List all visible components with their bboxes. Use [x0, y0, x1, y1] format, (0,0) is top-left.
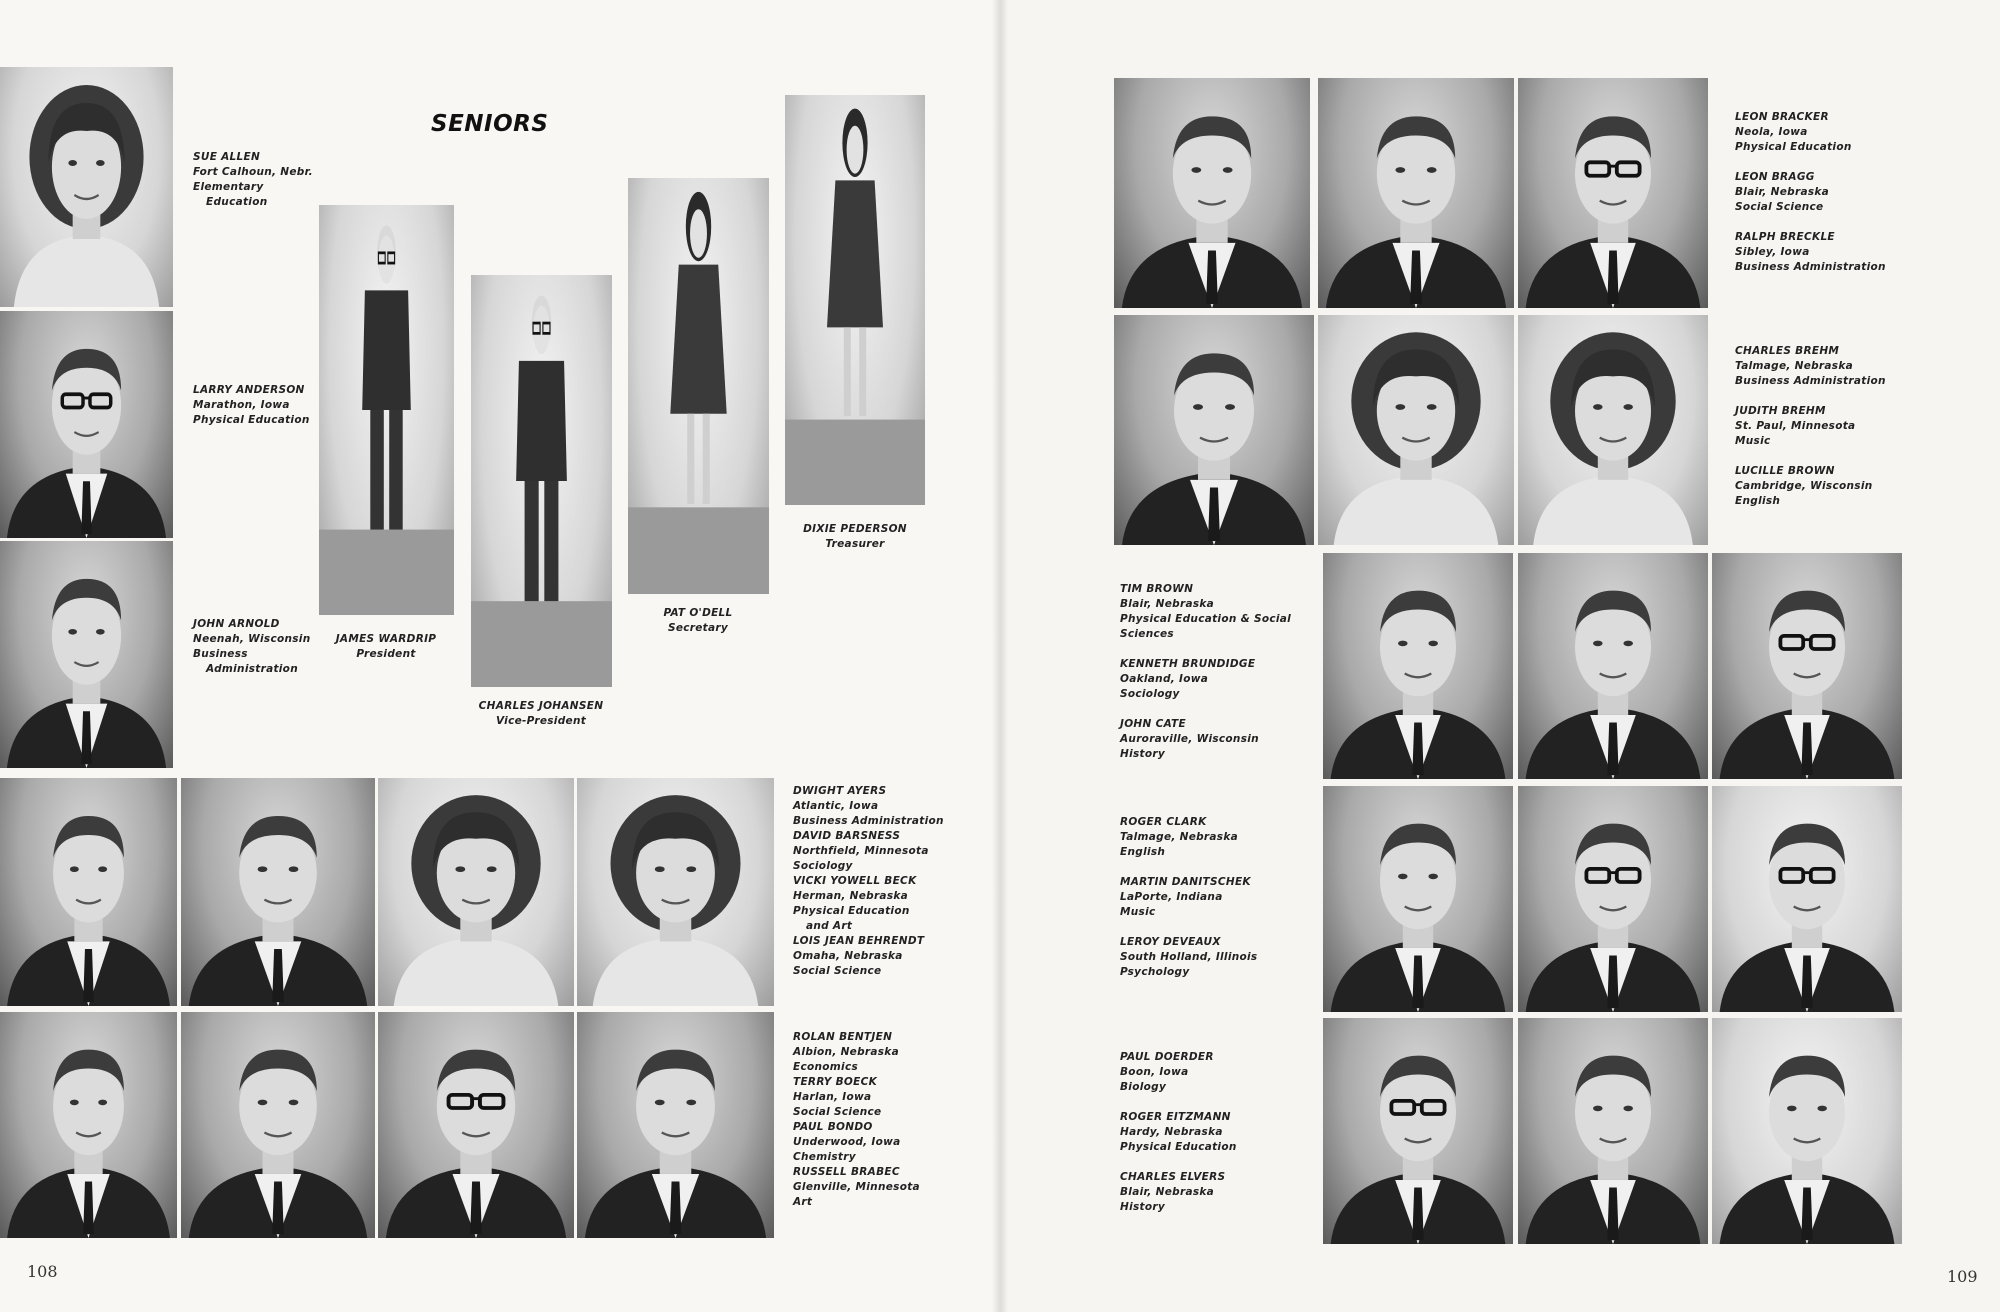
- hometown: Fort Calhoun, Nebr.: [193, 166, 313, 178]
- caption-block: [793, 1030, 920, 1210]
- hometown: Underwood, Iowa: [793, 1136, 901, 1148]
- name: JAMES WARDRIP: [335, 633, 437, 645]
- portrait-photo: [0, 67, 173, 307]
- name: LEON BRAGG: [1735, 171, 1815, 183]
- name: DIXIE PEDERSON: [803, 523, 907, 535]
- portrait-silhouette: [0, 541, 173, 768]
- major: History: [1120, 748, 1165, 760]
- portrait-silhouette: [1518, 78, 1708, 308]
- major: Administration: [206, 663, 298, 675]
- hometown: Glenville, Minnesota: [793, 1181, 920, 1193]
- major: English: [1735, 495, 1781, 507]
- portrait-photo: [0, 1012, 177, 1238]
- portrait-silhouette: [1323, 553, 1513, 779]
- office: Secretary: [667, 622, 729, 634]
- caption-larry-anderson: [193, 383, 310, 428]
- portrait-silhouette: [577, 1012, 774, 1238]
- name: DAVID BARSNESS: [793, 830, 901, 842]
- office: Vice-President: [495, 715, 587, 727]
- page-number: 109: [1947, 1267, 1978, 1286]
- major: Social Science: [793, 965, 882, 977]
- major: Biology: [1120, 1081, 1167, 1093]
- officer-photo: [471, 275, 612, 687]
- major: Physical Education: [793, 905, 910, 917]
- hometown: Cambridge, Wisconsin: [1735, 480, 1873, 492]
- major: Music: [1120, 906, 1156, 918]
- portrait-silhouette: [1323, 1018, 1513, 1244]
- name: LOIS JEAN BEHRENDT: [793, 935, 925, 947]
- major: Social Science: [793, 1106, 882, 1118]
- portrait-silhouette: [319, 205, 454, 615]
- portrait-photo: [1518, 1018, 1708, 1244]
- portrait-photo: [0, 778, 177, 1006]
- portrait-silhouette: [1712, 1018, 1902, 1244]
- name: RUSSELL BRABEC: [793, 1166, 900, 1178]
- name: JOHN CATE: [1120, 718, 1186, 730]
- portrait-silhouette: [1318, 78, 1514, 308]
- hometown: Albion, Nebraska: [793, 1046, 899, 1058]
- major: Social Science: [1735, 201, 1824, 213]
- hometown: South Holland, Illinois: [1120, 951, 1258, 963]
- portrait-photo: [0, 541, 173, 768]
- name: PAUL BONDO: [793, 1121, 873, 1133]
- portrait-photo: [1318, 78, 1514, 308]
- name: LEON BRACKER: [1735, 111, 1829, 123]
- portrait-silhouette: [181, 1012, 375, 1238]
- officer-photo: [785, 95, 925, 505]
- hometown: Neenah, Wisconsin: [193, 633, 311, 645]
- page-number: 108: [27, 1262, 58, 1281]
- hometown: LaPorte, Indiana: [1120, 891, 1223, 903]
- portrait-photo: [1712, 553, 1902, 779]
- name: ROGER EITZMANN: [1120, 1111, 1231, 1123]
- portrait-photo: [1518, 786, 1708, 1012]
- hometown: Omaha, Nebraska: [793, 950, 903, 962]
- caption-block: [1120, 582, 1291, 762]
- name: LUCILLE BROWN: [1735, 465, 1835, 477]
- portrait-silhouette: [1114, 78, 1310, 308]
- hometown: Marathon, Iowa: [193, 399, 290, 411]
- portrait-photo: [378, 1012, 574, 1238]
- major: Physical Education: [1735, 141, 1852, 153]
- name: CHARLES JOHANSEN: [478, 700, 604, 712]
- name: TERRY BOECK: [793, 1076, 878, 1088]
- portrait-silhouette: [1318, 315, 1514, 545]
- portrait-photo: [1114, 78, 1310, 308]
- portrait-photo: [577, 1012, 774, 1238]
- major: Business Administration: [1735, 261, 1886, 273]
- officer-photo: [628, 178, 769, 594]
- name: PAT O'DELL: [663, 607, 733, 619]
- hometown: Herman, Nebraska: [793, 890, 909, 902]
- portrait-photo: [1323, 786, 1513, 1012]
- major: Sciences: [1120, 628, 1174, 640]
- name: RALPH BRECKLE: [1735, 231, 1835, 243]
- hometown: Auroraville, Wisconsin: [1120, 733, 1259, 745]
- portrait-photo: [1323, 553, 1513, 779]
- portrait-silhouette: [1518, 553, 1708, 779]
- name: LARRY ANDERSON: [193, 384, 305, 396]
- portrait-silhouette: [0, 1012, 177, 1238]
- caption-block: [793, 784, 944, 979]
- caption-john-arnold: [193, 617, 310, 677]
- caption-officer: [780, 522, 930, 552]
- portrait-silhouette: [0, 67, 173, 307]
- major: Sociology: [1120, 688, 1180, 700]
- portrait-silhouette: [628, 178, 769, 594]
- name: LEROY DEVEAUX: [1120, 936, 1221, 948]
- major: and Art: [806, 920, 853, 932]
- major: Art: [793, 1196, 813, 1208]
- major: Education: [206, 196, 268, 208]
- portrait-photo: [378, 778, 574, 1006]
- major: Economics: [793, 1061, 859, 1073]
- name: JOHN ARNOLD: [193, 618, 280, 630]
- caption-officer: [623, 606, 773, 636]
- hometown: St. Paul, Minnesota: [1735, 420, 1856, 432]
- portrait-silhouette: [1518, 315, 1708, 545]
- name: CHARLES BREHM: [1735, 345, 1840, 357]
- major: Business Administration: [793, 815, 944, 827]
- caption-officer: [311, 632, 461, 662]
- hometown: Boon, Iowa: [1120, 1066, 1189, 1078]
- hometown: Talmage, Nebraska: [1120, 831, 1239, 843]
- portrait-photo: [577, 778, 774, 1006]
- portrait-silhouette: [0, 778, 177, 1006]
- portrait-photo: [1518, 78, 1708, 308]
- major: History: [1120, 1201, 1165, 1213]
- major: Psychology: [1120, 966, 1190, 978]
- portrait-photo: [181, 1012, 375, 1238]
- page-gutter: [992, 0, 1008, 1312]
- hometown: Blair, Nebraska: [1120, 598, 1215, 610]
- portrait-photo: [181, 778, 375, 1006]
- office: President: [356, 648, 416, 660]
- name: ROGER CLARK: [1120, 816, 1207, 828]
- name: MARTIN DANITSCHEK: [1120, 876, 1251, 888]
- name: TIM BROWN: [1120, 583, 1194, 595]
- portrait-silhouette: [1114, 315, 1314, 545]
- portrait-silhouette: [471, 275, 612, 687]
- portrait-silhouette: [1712, 553, 1902, 779]
- portrait-silhouette: [577, 778, 774, 1006]
- portrait-photo: [1518, 315, 1708, 545]
- major: Sociology: [793, 860, 853, 872]
- name: KENNETH BRUNDIDGE: [1120, 658, 1256, 670]
- caption-officer: [466, 699, 616, 729]
- hometown: Blair, Nebraska: [1120, 1186, 1215, 1198]
- officer-photo: [319, 205, 454, 615]
- hometown: Talmage, Nebraska: [1735, 360, 1854, 372]
- caption-block: [1735, 110, 1886, 275]
- caption-block: [1120, 815, 1257, 980]
- hometown: Northfield, Minnesota: [793, 845, 929, 857]
- name: SUE ALLEN: [193, 151, 261, 163]
- caption-block: [1120, 1050, 1237, 1215]
- major: Physical Education & Social: [1120, 613, 1292, 625]
- major: English: [1120, 846, 1166, 858]
- portrait-photo: [1318, 315, 1514, 545]
- portrait-silhouette: [378, 778, 574, 1006]
- hometown: Neola, Iowa: [1735, 126, 1808, 138]
- portrait-photo: [0, 311, 173, 538]
- name: PAUL DOERDER: [1120, 1051, 1214, 1063]
- caption-sue-allen: [193, 150, 313, 210]
- portrait-silhouette: [378, 1012, 574, 1238]
- portrait-photo: [1114, 315, 1314, 545]
- page-heading: SENIORS: [431, 111, 549, 137]
- portrait-silhouette: [1518, 1018, 1708, 1244]
- portrait-photo: [1518, 553, 1708, 779]
- major: Elementary: [193, 181, 264, 193]
- portrait-silhouette: [181, 778, 375, 1006]
- caption-block: [1735, 344, 1886, 509]
- hometown: Harlan, Iowa: [793, 1091, 872, 1103]
- portrait-silhouette: [0, 311, 173, 538]
- portrait-silhouette: [1518, 786, 1708, 1012]
- hometown: Hardy, Nebraska: [1120, 1126, 1223, 1138]
- name: ROLAN BENTJEN: [793, 1031, 893, 1043]
- name: VICKI YOWELL BECK: [793, 875, 917, 887]
- major: Business Administration: [1735, 375, 1886, 387]
- major: Physical Education: [1120, 1141, 1237, 1153]
- name: CHARLES ELVERS: [1120, 1171, 1226, 1183]
- major: Music: [1735, 435, 1771, 447]
- hometown: Blair, Nebraska: [1735, 186, 1830, 198]
- hometown: Oakland, Iowa: [1120, 673, 1209, 685]
- portrait-photo: [1712, 1018, 1902, 1244]
- name: JUDITH BREHM: [1735, 405, 1826, 417]
- portrait-silhouette: [1712, 786, 1902, 1012]
- portrait-photo: [1712, 786, 1902, 1012]
- portrait-silhouette: [785, 95, 925, 505]
- major: Chemistry: [793, 1151, 856, 1163]
- hometown: Atlantic, Iowa: [793, 800, 879, 812]
- portrait-photo: [1323, 1018, 1513, 1244]
- hometown: Sibley, Iowa: [1735, 246, 1810, 258]
- major: Physical Education: [193, 414, 310, 426]
- office: Treasurer: [825, 538, 885, 550]
- name: DWIGHT AYERS: [793, 785, 887, 797]
- portrait-silhouette: [1323, 786, 1513, 1012]
- major: Business: [193, 648, 248, 660]
